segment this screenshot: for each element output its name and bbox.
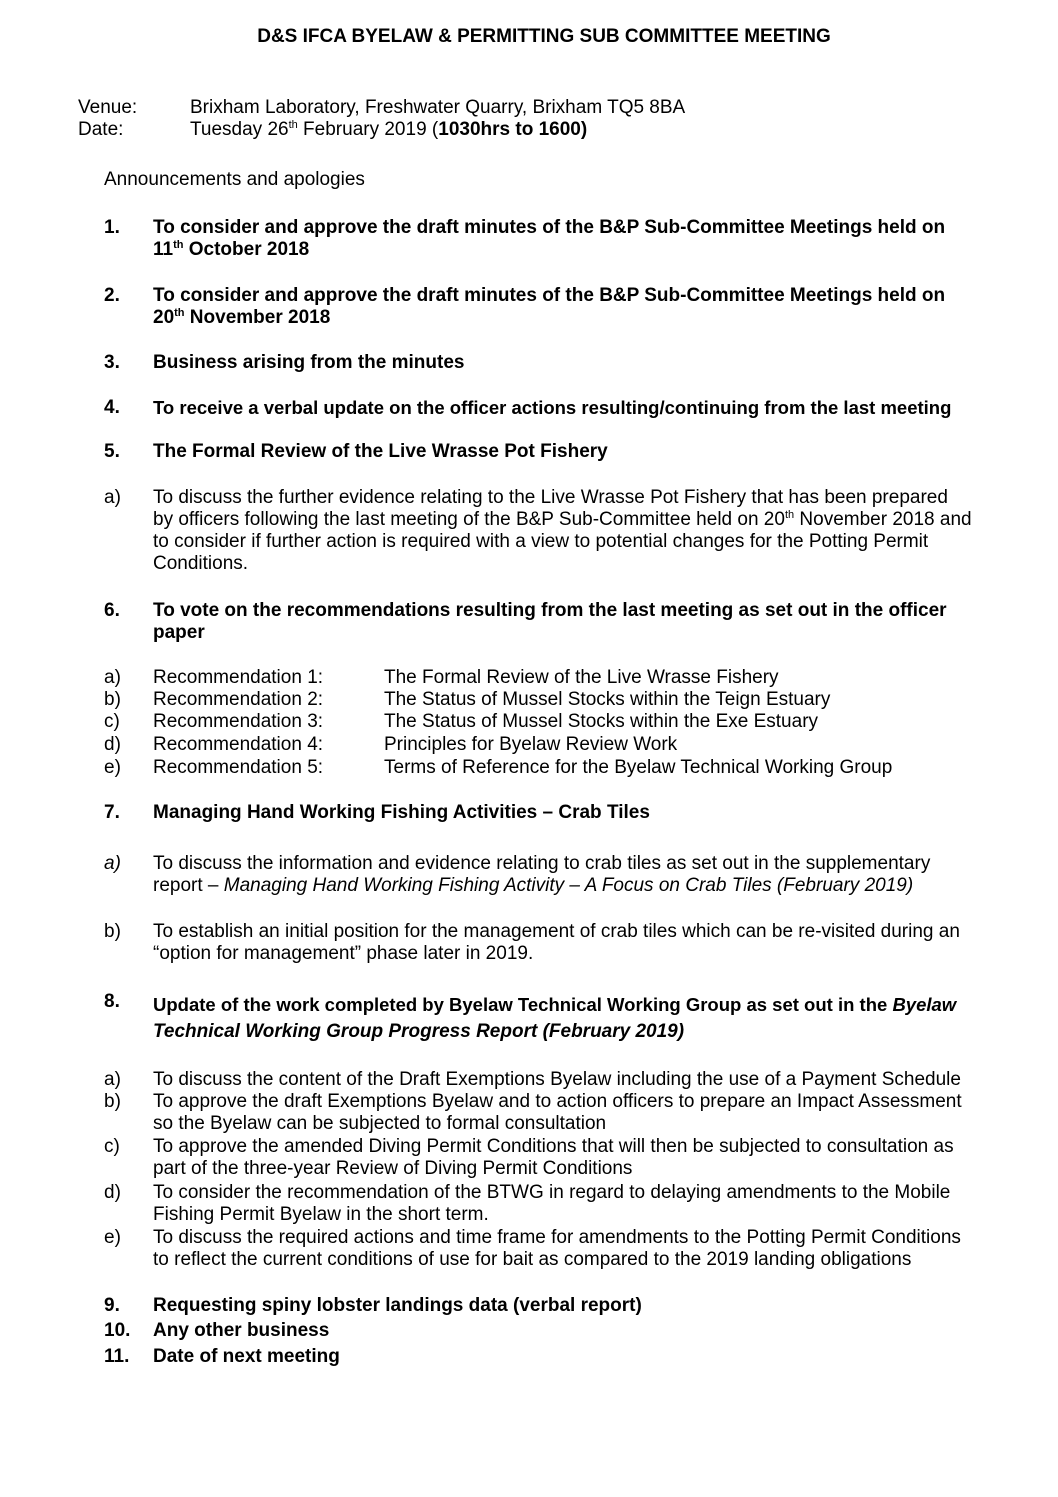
- item-6-line-2: paper: [153, 622, 205, 643]
- item-5a-number: a): [104, 487, 121, 508]
- date-row: [78, 119, 587, 141]
- date-value-bold: 1030hrs to 1600): [438, 119, 588, 140]
- item-6-text: [153, 600, 986, 644]
- item-7-number: 7.: [104, 802, 120, 823]
- rec-2-number: b): [104, 689, 121, 710]
- rec-2-label: Recommendation 2:: [153, 689, 324, 710]
- item-8a-number: a): [104, 1069, 121, 1090]
- item-7a-line-1: To discuss the information and evidence relating to crab tiles as set out in the supplementary: [153, 853, 931, 874]
- rec-4-label: Recommendation 4:: [153, 734, 324, 755]
- item-6-number: 6.: [104, 600, 120, 621]
- item-8b-line-1: To approve the draft Exemptions Byelaw and to action officers to prepare an Impact Assessment: [153, 1091, 962, 1112]
- rec-1-number: a): [104, 667, 121, 688]
- venue-value: Brixham Laboratory, Freshwater Quarry, Brixham TQ5 8BA: [190, 97, 686, 118]
- item-10-number: 10.: [104, 1320, 131, 1341]
- item-8e-text: [153, 1227, 986, 1271]
- date-value-pre: Tuesday 26: [190, 119, 289, 140]
- item-9-text: Requesting spiny lobster landings data (verbal report): [153, 1295, 642, 1316]
- item-2-line-2: [153, 307, 986, 329]
- item-1-number: 1.: [104, 217, 120, 238]
- item-8e-number: e): [104, 1227, 121, 1248]
- date-value-mid: February 2019 (: [297, 119, 439, 140]
- item-11-text: Date of next meeting: [153, 1346, 340, 1367]
- item-7-text: Managing Hand Working Fishing Activities – Crab Tiles: [153, 802, 650, 823]
- rec-3-text: The Status of Mussel Stocks within the Exe Estuary: [384, 711, 819, 732]
- item-7b-number: b): [104, 921, 121, 942]
- item-7b-text: [153, 921, 986, 965]
- item-8a-line-1: To discuss the content of the Draft Exemptions Byelaw including the use of a Payment Schedule: [153, 1069, 961, 1090]
- item-8-line-1-italic: Byelaw: [892, 994, 957, 1015]
- item-8c-line-2: part of the three-year Review of Diving Permit Conditions: [153, 1158, 633, 1179]
- item-5a-line-3: to consider if further action is required with a view to potential changes for the Potting Permit: [153, 531, 929, 552]
- item-8d-text: [153, 1182, 986, 1226]
- item-8-number: 8.: [104, 991, 120, 1012]
- item-7a-line-2-pre: report –: [153, 875, 224, 896]
- item-2-line-2-post: November 2018: [184, 307, 331, 328]
- item-5-number: 5.: [104, 441, 120, 462]
- item-5a-line-2: [153, 509, 986, 531]
- item-5a-line-4: Conditions.: [153, 553, 249, 574]
- item-8b-number: b): [104, 1091, 121, 1112]
- page-title: D&S IFCA BYELAW & PERMITTING SUB COMMITTEE MEETING: [257, 26, 831, 47]
- announcements: Announcements and apologies: [104, 169, 365, 190]
- item-8-line-2: Technical Working Group Progress Report (February 2019): [153, 1021, 685, 1042]
- item-8a-text: [153, 1069, 986, 1091]
- rec-5-text: Terms of Reference for the Byelaw Technical Working Group: [384, 757, 893, 778]
- item-7a-line-2-italic: Managing Hand Working Fishing Activity – A Focus on Crab Tiles (February 2019): [223, 875, 914, 896]
- item-5-text: The Formal Review of the Live Wrasse Pot Fishery: [153, 441, 608, 462]
- item-1-line-2-post: October 2018: [183, 239, 310, 260]
- item-1-line-2-sup: th: [173, 239, 184, 251]
- item-1-line-2: [153, 239, 986, 261]
- item-4-number: 4.: [104, 397, 120, 418]
- item-8d-number: d): [104, 1182, 121, 1203]
- item-7b-line-2: “option for management” phase later in 2019.: [153, 943, 534, 964]
- item-2-line-1: To consider and approve the draft minutes of the B&P Sub-Committee Meetings held on: [153, 285, 946, 306]
- item-1-text: [153, 217, 986, 261]
- item-8-text: [153, 991, 986, 1045]
- item-4-text: To receive a verbal update on the officer actions resulting/continuing from the last meeting: [153, 397, 952, 418]
- item-8-line-1-pre: Update of the work completed by Byelaw Technical Working Group as set out in the: [153, 994, 893, 1015]
- item-7a-text: [153, 853, 986, 897]
- item-3-number: 3.: [104, 352, 120, 373]
- date-label: Date:: [78, 119, 124, 140]
- item-8c-text: [153, 1136, 986, 1180]
- venue-label: Venue:: [78, 97, 138, 118]
- item-5a-line-2-sup: th: [784, 509, 795, 521]
- item-3-text: Business arising from the minutes: [153, 352, 465, 373]
- item-5a-line-1: To discuss the further evidence relating to the Live Wrasse Pot Fishery that has been prepared: [153, 487, 948, 508]
- item-9-number: 9.: [104, 1295, 120, 1316]
- item-5a-line-2-pre: by officers following the last meeting of the B&P Sub-Committee held on 20: [153, 509, 785, 530]
- item-8e-line-1: To discuss the required actions and time frame for amendments to the Potting Permit Conditions: [153, 1227, 961, 1248]
- rec-5-number: e): [104, 757, 121, 778]
- rec-3-label: Recommendation 3:: [153, 711, 324, 732]
- venue-row: [78, 97, 685, 119]
- item-1-line-2-pre: 11: [153, 239, 174, 260]
- rec-1-label: Recommendation 1:: [153, 667, 324, 688]
- item-7a-line-2: [153, 875, 986, 897]
- item-2-text: [153, 285, 986, 329]
- item-8b-line-2: so the Byelaw can be subjected to formal consultation: [153, 1113, 607, 1134]
- item-8b-text: [153, 1091, 986, 1135]
- rec-4-text: Principles for Byelaw Review Work: [384, 734, 678, 755]
- item-11-number: 11.: [104, 1346, 130, 1367]
- rec-4-number: d): [104, 734, 121, 755]
- item-2-line-2-pre: 20: [153, 307, 175, 328]
- item-7b-line-1: To establish an initial position for the management of crab tiles which can be re-visited during an: [153, 921, 960, 942]
- item-8d-line-1: To consider the recommendation of the BTWG in regard to delaying amendments to the Mobile: [153, 1182, 951, 1203]
- rec-5-label: Recommendation 5:: [153, 757, 324, 778]
- item-6-line-1: To vote on the recommendations resulting from the last meeting as set out in the officer: [153, 600, 947, 621]
- item-2-line-2-sup: th: [174, 307, 185, 319]
- item-2-number: 2.: [104, 285, 120, 306]
- date-value-sup: th: [288, 119, 298, 131]
- item-5a-line-2-post: November 2018 and: [794, 509, 972, 530]
- item-7a-number: a): [104, 853, 121, 874]
- rec-1-text: The Formal Review of the Live Wrasse Fishery: [384, 667, 779, 688]
- item-1-line-1: To consider and approve the draft minutes of the B&P Sub-Committee Meetings held on: [153, 217, 946, 238]
- item-8-line-1: [153, 991, 986, 1018]
- item-8d-line-2: Fishing Permit Byelaw in the short term.: [153, 1204, 489, 1225]
- item-5a-text: [153, 487, 986, 575]
- item-8e-line-2: to reflect the current conditions of use for bait as compared to the 2019 landing obligations: [153, 1249, 912, 1270]
- rec-3-number: c): [104, 711, 120, 732]
- item-8c-number: c): [104, 1136, 120, 1157]
- rec-2-text: The Status of Mussel Stocks within the Teign Estuary: [384, 689, 831, 710]
- item-10-text: Any other business: [153, 1320, 330, 1341]
- item-8c-line-1: To approve the amended Diving Permit Conditions that will then be subjected to consultation as: [153, 1136, 954, 1157]
